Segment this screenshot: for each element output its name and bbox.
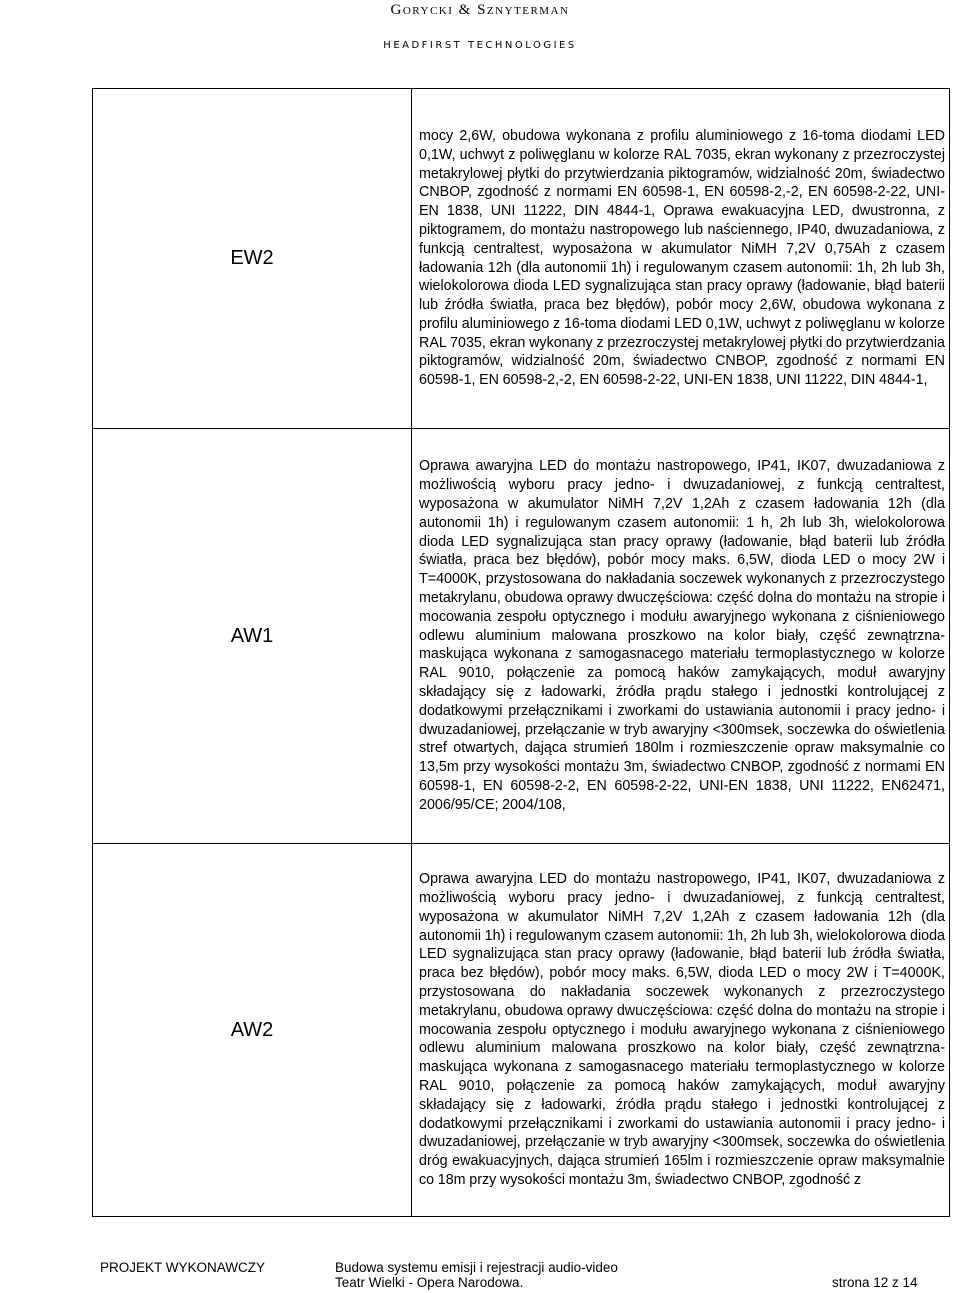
company-tagline: HEADFIRST TECHNOLOGIES <box>383 40 577 51</box>
table-row <box>93 844 950 1217</box>
fixture-description: Oprawa awaryjna LED do montażu nastropowego, IP41, IK07, dwuzadaniowa z możliwością wyboru pracy jedno- i dwuzadaniowej, z funkcją centraltest, wyposażona w akumulator NiMH 7,2V 1,2Ah z czasem ładowania 12h (dla autonomii 1h) i regulowanym czasem autonomii: 1 h, 2h lub 3h, wielokolorowa dioda LED sygnalizująca stan pracy oprawy (ładowanie, błąd baterii lub źródła światła, praca bez błędów), pobór mocy maks. 6,5W, dioda LED o mocy 2W i T=4000K, przystosowana do nakładania soczewek wykonanych z przezroczystego metakrylanu, obudowa oprawy dwuczęściowa: część dolna do montażu na stropie i mocowania zespołu optycznego i modułu awaryjnego wykonana z ciśnieniowego odlewu aluminium malowana proszkowo na kolor biały, część zewnątrzna-maskująca wykonana z samogasnacego materiału termoplastycznego w kolorze RAL 9010, połączenie za pomocą haków zamykających, moduł awaryjny składający się z ładowarki, źródła prądu stałego i jednostki kontrolującej z dodatkowymi przełącznikami i zworkami do ustawiania autonomii i pracy jedno- i dwuzadaniowej, przełączanie w tryb awaryjny <300msek, soczewka do oświetlenia stref otwartych, dająca strumień 180lm i rozmieszczenie opraw maksymalnie co 13,5m przy wysokości montażu 3m, świadectwo CNBOP, zgodność z normami EN 60598-1, EN 60598-2-2, EN 60598-2-22, UNI-EN 1838, UNI 11222, EN62471, 2006/95/CE; 2004/108, <box>412 429 950 844</box>
fixture-description: mocy 2,6W, obudowa wykonana z profilu aluminiowego z 16-toma diodami LED 0,1W, uchwyt z poliwęglanu w kolorze RAL 7035, ekran wykonany z przezroczystej metakrylowej płytki do przytwierdzania piktogramów, widzialność 20m, świadectwo CNBOP, zgodność z normami EN 60598-1, EN 60598-2,-2, EN 60598-2-22, UNI-EN 1838, UNI 11222, DIN 4844-1, Oprawa ewakuacyjna LED, dwustronna, z piktogramem, do montażu nastropowego lub naściennego, IP40, dwuzadaniowa, z funkcją centraltest, wyposażona w akumulator NiMH 7,2V 0,75Ah z czasem ładowania 12h (dla autonomii 1h) i regulowanym czasem autonomii: 1h, 2h lub 3h, wielokolorowa dioda LED sygnalizująca stan pracy oprawy (ładowanie, błąd baterii lub źródła światła, praca bez błędów), pobór mocy 2,6W, obudowa wykonana z profilu aluminiowego z 16-toma diodami LED 0,1W, uchwyt z poliwęglanu w kolorze RAL 7035, ekran wykonany z przezroczystej metakrylowej płytki do przytwierdzania piktogramów, widzialność 20m, świadectwo CNBOP, zgodność z normami EN 60598-1, EN 60598-2,-2, EN 60598-2-22, UNI-EN 1838, UNI 11222, DIN 4844-1, <box>412 89 950 429</box>
fixture-description: Oprawa awaryjna LED do montażu nastropowego, IP41, IK07, dwuzadaniowa z możliwością wyboru pracy jedno- i dwuzadaniowej, z funkcją centraltest, wyposażona w akumulator NiMH 7,2V 1,2Ah z czasem ładowania 12h (dla autonomii 1h) i regulowanym czasem autonomii: 1h, 2h lub 3h, wielokolorowa dioda LED sygnalizująca stan pracy oprawy (ładowanie, błąd baterii lub źródła światła, praca bez błędów), pobór mocy maks. 6,5W, dioda LED o mocy 2W i T=4000K, przystosowana do nakładania soczewek wykonanych z przezroczystego metakrylanu, obudowa oprawy dwuczęściowa: część dolna do montażu na stropie i mocowania zespołu optycznego i modułu awaryjnego wykonana z ciśnieniowego odlewu aluminium malowana proszkowo na kolor biały, część zewnątrzna-maskująca wykonana z samogasnacego materiału termoplastycznego w kolorze RAL 9010, połączenie za pomocą haków zamykających, moduł awaryjny składający się z ładowarki, źródła prądu stałego i jednostki kontrolującej z dodatkowymi przełącznikami i zworkami do ustawiania autonomii i pracy jedno- i dwuzadaniowej, przełączanie w tryb awaryjny <300msek, soczewka do oświetlenia dróg ewakuacyjnych, dająca strumień 165lm i rozmieszczenie opraw maksymalnie co 18m przy wysokości montażu 3m, świadectwo CNBOP, zgodność z <box>412 844 950 1217</box>
project-title-line1: Budowa systemu emisji i rejestracji audio-video <box>335 1260 618 1275</box>
fixture-code: AW2 <box>93 844 412 1217</box>
project-title-line2: Teatr Wielki - Opera Narodowa. <box>335 1275 524 1290</box>
project-label: PROJEKT WYKONAWCZY <box>100 1260 266 1275</box>
page-number: strona 12 z 14 <box>832 1275 918 1290</box>
company-name: Gorycki & Sznyterman <box>390 2 570 18</box>
table-row <box>93 89 950 429</box>
page-header <box>0 0 960 60</box>
table-row <box>93 429 950 844</box>
fixture-code: AW1 <box>93 429 412 844</box>
fixture-code: EW2 <box>93 89 412 429</box>
specification-table <box>92 88 950 1217</box>
page-footer <box>0 1256 960 1293</box>
